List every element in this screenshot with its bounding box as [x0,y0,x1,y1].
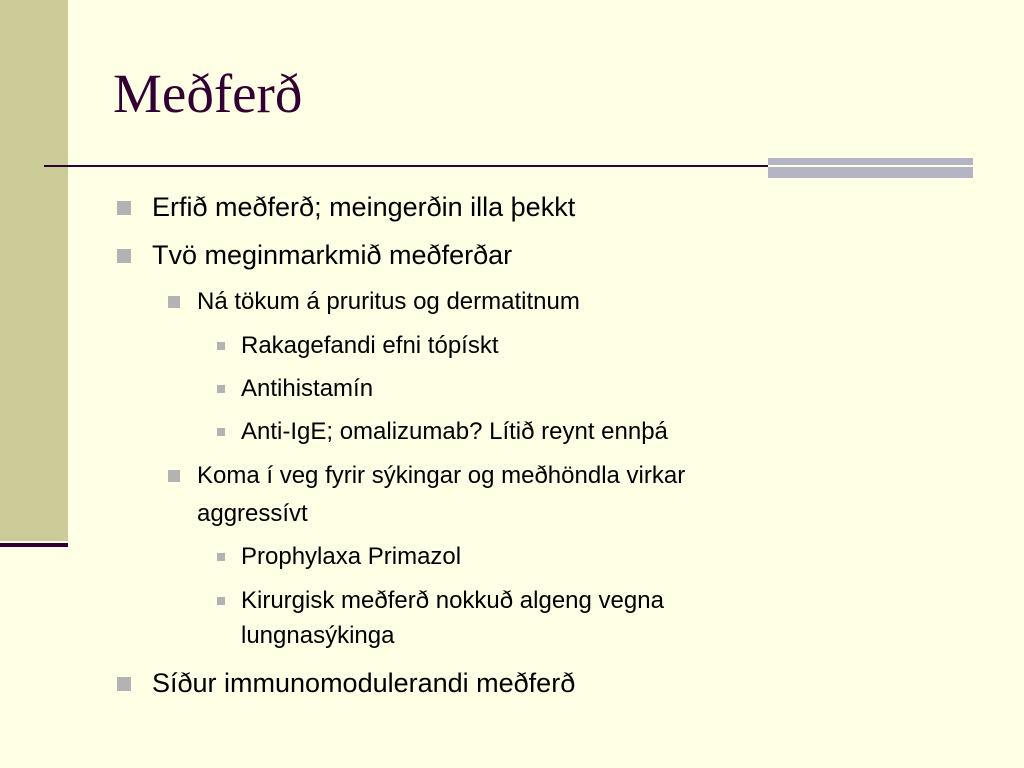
list-item [241,372,373,406]
list-item [241,540,461,574]
square-bullet-icon [217,385,225,393]
list-item-text: Tvö meginmarkmið meðferðar [152,240,513,270]
square-bullet-icon [217,597,225,605]
list-item-text: aggressívt [197,500,308,527]
list-item [197,285,580,319]
list-item [152,238,512,272]
square-bullet-icon [217,342,225,350]
list-item-text: Rakagefandi efni tópískt [241,332,499,359]
list-item-text: lungnasýkinga [241,622,395,649]
square-bullet-icon [168,470,180,482]
list-item [152,666,575,700]
square-bullet-icon [117,201,131,215]
square-bullet-icon [117,677,131,691]
list-item-text: Síður immunomodulerandi meðferð [152,668,576,698]
list-item [241,415,668,449]
list-item-continuation [197,497,308,531]
list-item-text: Anti-IgE; omalizumab? Lítið reynt ennþá [241,418,668,445]
square-bullet-icon [217,428,225,436]
list-item-text: Kirurgisk meðferð nokkuð algeng vegna [241,587,664,614]
list-item [197,459,685,493]
square-bullet-icon [117,249,131,263]
list-item-text: Ná tökum á pruritus og dermatitnum [197,288,580,315]
slide-title: Meðferð [113,63,303,124]
list-item-text: Antihistamín [241,375,374,402]
list-item [241,584,664,618]
square-bullet-icon [217,553,225,561]
list-item-text: Koma í veg fyrir sýkingar og meðhöndla virkar [197,462,686,489]
list-item-text: Prophylaxa Primazol [241,543,462,570]
square-bullet-icon [168,296,180,308]
list-item [241,329,499,363]
list-item-text: Erfið meðferð; meingerðin illa þekkt [152,192,576,222]
list-item [152,190,575,224]
list-item-continuation [241,619,394,653]
